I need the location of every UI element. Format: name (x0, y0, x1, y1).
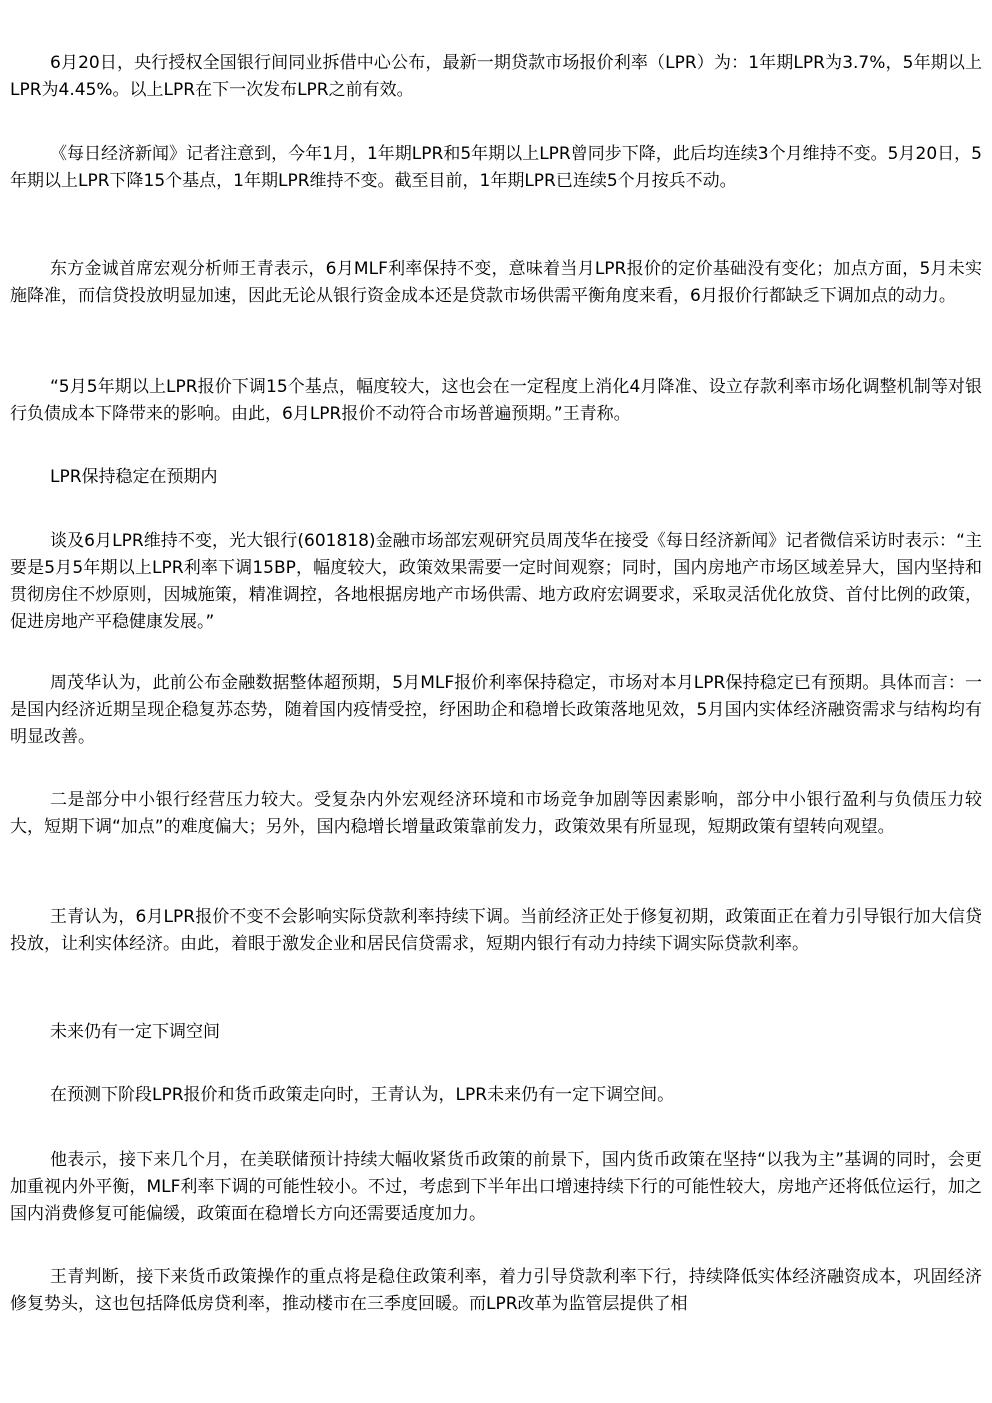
paragraph-small-banks-pressure: 二是部分中小银行经营压力较大。受复杂内外宏观经济环境和市场竞争加剧等因素影响，部分中小银行盈利与负债压力较大，短期下调“加点”的难度偏大；另外，国内稳增长增量政策靠前发力，政策效果有所显现，短期政策有望转向观望。 (10, 790, 982, 837)
paragraph-wang-qing-analysis: 东方金诚首席宏观分析师王青表示，6月MLF利率保持不变，意味着当月LPR报价的定价基础没有变化；加点方面，5月未实施降准，而信贷投放明显加速，因此无论从银行资金成本还是贷款市场供需平衡角度来看，6月报价行都缺乏下调加点的动力。 (10, 259, 982, 306)
paragraph-reporter-note: 《每日经济新闻》记者注意到，今年1月，1年期LPR和5年期以上LPR曾同步下降，此后均连续3个月维持不变。5月20日，5年期以上LPR下降15个基点，1年期LPR维持不变。截至目前，1年期LPR已连续5个月按兵不动。 (10, 144, 982, 191)
paragraph-lpr-announcement: 6月20日，央行授权全国银行间同业拆借中心公布，最新一期贷款市场报价利率（LPR）为：1年期LPR为3.7%，5年期以上LPR为4.45%。以上LPR在下一次发布LPR之前有效。 (10, 53, 982, 100)
paragraph-zhou-maohua-interview: 谈及6月LPR维持不变，光大银行(601818)金融市场部宏观研究员周茂华在接受《每日经济新闻》记者微信采访时表示：“主要是5月5年期以上LPR利率下调15BP，幅度较大，政策效果需要一定时间观察；同时，国内房地产市场区域差异大，国内坚持和贯彻房住不炒原则，因城施策，精准调控，各地根据房地产市场供需、地方政府宏调要求，采取灵活优化放贷、首付比例的政策，促进房地产平稳健康发展。” (10, 531, 982, 632)
paragraph-policy-balance: 他表示，接下来几个月，在美联储预计持续大幅收紧货币政策的前景下，国内货币政策在坚持“以我为主”基调的同时，会更加重视内外平衡，MLF利率下调的可能性较小。不过，考虑到下半年出口增速持续下行的可能性较大，房地产还将低位运行，加之国内消费修复可能偏缓，政策面在稳增长方向还需要适度加力。 (10, 1150, 982, 1224)
paragraph-zhou-maohua-view: 周茂华认为，此前公布金融数据整体超预期，5月MLF报价利率保持稳定，市场对本月LPR保持稳定已有预期。具体而言：一是国内经济近期呈现企稳复苏态势，随着国内疫情受控，纾困助企和稳增长政策落地见效，5月国内实体经济融资需求与结构均有明显改善。 (10, 673, 982, 747)
paragraph-wang-qing-quote: “5月5年期以上LPR报价下调15个基点，幅度较大，这也会在一定程度上消化4月降准、设立存款利率市场化调整机制等对银行负债成本下降带来的影响。由此，6月LPR报价不动符合市场普遍预期。”王青称。 (10, 377, 982, 424)
paragraph-actual-loan-rates: 王青认为，6月LPR报价不变不会影响实际贷款利率持续下调。当前经济正处于修复初期，政策面正在着力引导银行加大信贷投放，让利实体经济。由此，着眼于激发企业和居民信贷需求，短期内银行有动力持续下调实际贷款利率。 (10, 907, 982, 954)
paragraph-policy-focus: 王青判断，接下来货币政策操作的重点将是稳住政策利率，着力引导贷款利率下行，持续降低实体经济融资成本，巩固经济修复势头，这也包括降低房贷利率，推动楼市在三季度回暖。而LPR改革为监管层提供了相 (10, 1267, 982, 1314)
section-heading-lpr-stable: LPR保持稳定在预期内 (50, 467, 218, 487)
paragraph-lpr-outlook: 在预测下阶段LPR报价和货币政策走向时，王青认为，LPR未来仍有一定下调空间。 (50, 1085, 675, 1105)
section-heading-room-to-cut: 未来仍有一定下调空间 (50, 1022, 220, 1042)
